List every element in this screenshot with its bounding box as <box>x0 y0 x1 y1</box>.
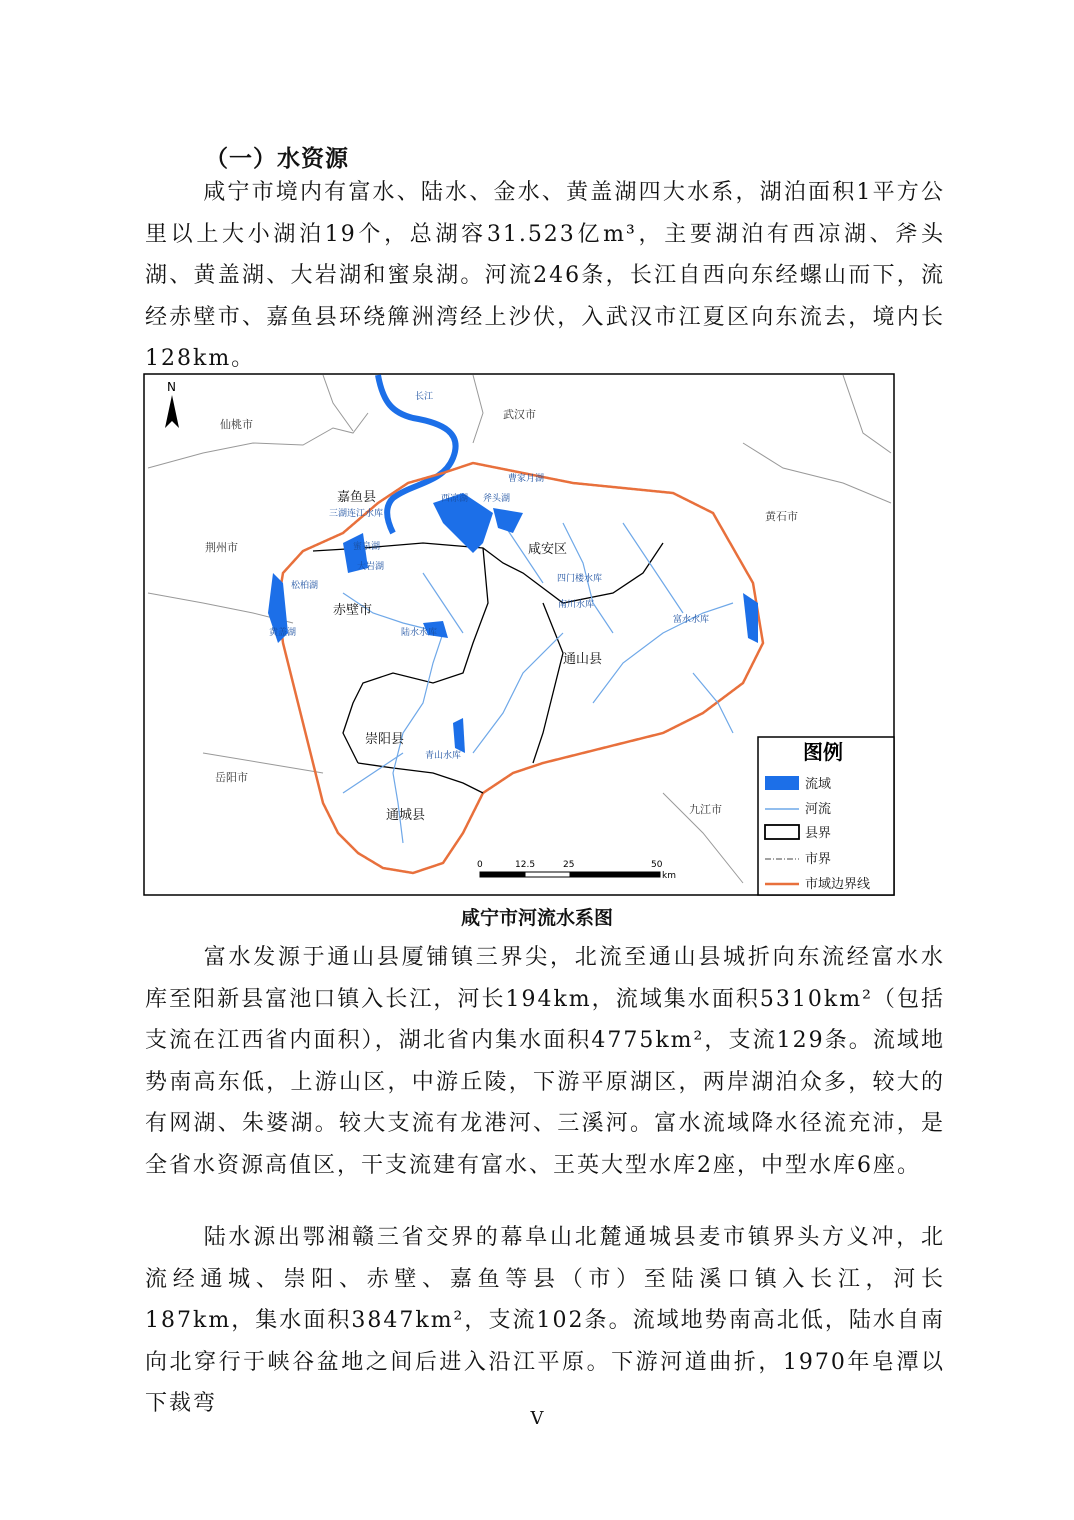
scale-label-50: 50 <box>651 860 663 870</box>
label-sanhulianjiang: 三湖连江水库 <box>329 509 384 519</box>
legend-item-basin: 流域 <box>805 777 832 792</box>
label-fushui-res: 富水水库 <box>673 615 710 625</box>
label-tongshan: 通山县 <box>563 652 603 667</box>
paragraph-text: 咸宁市境内有富水、陆水、金水、黄盖湖四大水系，湖泊面积1平方公里以上大小湖泊19个，总湖容31.523亿m³，主要湖泊有西凉湖、斧头湖、黄盖湖、大岩湖和蜜泉湖。河流246条，长江自西向东经螺山而下，流经赤壁市、嘉鱼县环绕簰洲湾经上沙伏，入武汉市江夏区向东流去，境内长128km。 <box>145 180 945 371</box>
paragraph-1 <box>145 172 945 380</box>
label-qingshan: 青山水库 <box>425 751 462 761</box>
paragraph-text: 富水发源于通山县厦铺镇三界尖，北流至通山县城折向东流经富水水库至阳新县富池口镇入长江，河长194km，流域集水面积5310km²（包括支流在江西省内面积），湖北省内集水面积4775km²，支流129条。流域地势南高东低，上游山区，中游丘陵，下游平原湖区，两岸湖泊众多，较大的有网湖、朱婆湖。较大支流有龙港河、三溪河。富水流域降水径流充沛，是全省水资源高值区，干支流建有富水、王英大型水库2座，中型水库6座。 <box>145 945 945 1178</box>
legend-item-river: 河流 <box>805 802 832 817</box>
paragraph-text: 陆水源出鄂湘赣三省交界的幕阜山北麓通城县麦市镇界头方义冲，北流经通城、崇阳、赤壁、嘉鱼等县（市）至陆溪口镇入长江，河长187km，集水面积3847km²，支流102条。流域地势南高北低，陆水自南向北穿行于峡谷盆地之间后进入沿江平原。下游河道曲折，1970年皂潭以下裁弯 <box>145 1225 945 1416</box>
label-yangtze: 长江 <box>415 392 434 402</box>
label-wuhan: 武汉市 <box>503 408 536 421</box>
scale-label-12: 12.5 <box>515 860 536 870</box>
map-caption: 咸宁市河流水系图 <box>460 907 613 929</box>
label-dayan: 大岩湖 <box>357 562 385 572</box>
legend-item-boundary: 市域边界线 <box>805 877 871 892</box>
label-huangshi: 黄石市 <box>765 510 798 523</box>
legend <box>758 737 894 895</box>
label-miquan: 蜜泉湖 <box>353 542 381 552</box>
paragraph-2 <box>145 937 945 1186</box>
label-futou: 斧头湖 <box>483 494 511 504</box>
legend-item-county: 县界 <box>805 826 832 841</box>
label-caojiayue: 曹家月湖 <box>508 474 545 484</box>
label-simenlou: 四门楼水库 <box>557 574 603 584</box>
label-songbai: 松柏湖 <box>291 581 319 591</box>
label-xiantao: 仙桃市 <box>220 418 253 431</box>
legend-basin-swatch <box>765 776 799 790</box>
river-system-map <box>143 373 895 896</box>
label-tongcheng: 通城县 <box>386 808 426 823</box>
scale-label-25: 25 <box>563 860 575 870</box>
legend-county-swatch <box>765 825 799 839</box>
label-xianan: 咸安区 <box>528 542 568 557</box>
north-label: N <box>167 380 176 394</box>
label-yueyang: 岳阳市 <box>215 771 248 784</box>
scale-label-unit: km <box>662 871 676 881</box>
label-lushui-res: 陆水水库 <box>401 628 438 638</box>
label-xiliang: 西凉湖 <box>441 494 469 504</box>
label-nanchuan: 南川水库 <box>558 600 595 610</box>
label-jiayu: 嘉鱼县 <box>337 490 377 505</box>
paragraph-3 <box>145 1217 945 1425</box>
label-huanggai: 黄盖湖 <box>269 628 297 638</box>
legend-item-city: 市界 <box>805 852 832 867</box>
section-heading: （一）水资源 <box>205 146 349 172</box>
page-number: V <box>530 1408 544 1429</box>
legend-title: 图例 <box>803 740 843 764</box>
label-chibi: 赤壁市 <box>333 603 373 618</box>
label-jingzhou: 荆州市 <box>205 541 238 554</box>
map-svg <box>143 373 895 896</box>
label-chongyang: 崇阳县 <box>365 732 405 747</box>
label-jiujiang: 九江市 <box>689 803 722 816</box>
scale-label-0: 0 <box>477 860 483 870</box>
